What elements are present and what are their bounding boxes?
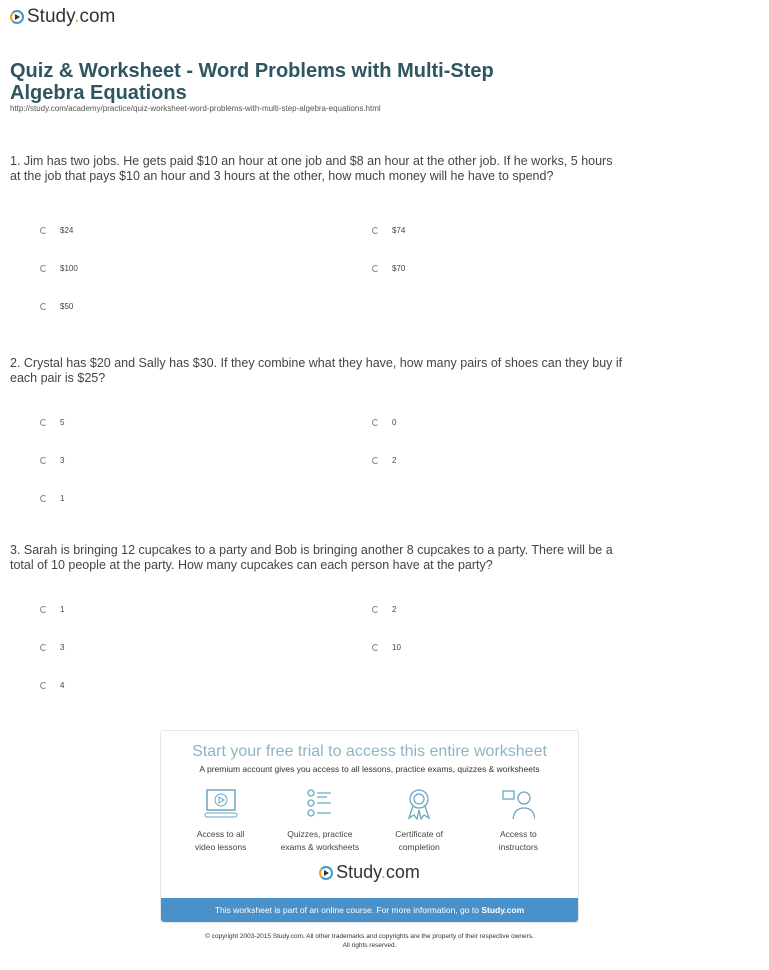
- radio-button[interactable]: [40, 457, 47, 464]
- feature-instructors: [473, 788, 563, 854]
- promo-logo: Study.com: [161, 862, 578, 883]
- option-label: 3: [60, 643, 65, 652]
- study-link[interactable]: Study.com: [481, 905, 525, 915]
- page-url: http://study.com/academy/practice/quiz-worksheet-word-problems-with-multi-step-algebra-equations.html: [10, 104, 381, 113]
- certificate-icon: [374, 788, 464, 820]
- option-label: $50: [60, 302, 74, 311]
- study-logo[interactable]: [10, 6, 115, 28]
- copyright: [160, 932, 579, 950]
- answer-option[interactable]: [40, 456, 64, 465]
- answer-option[interactable]: [372, 643, 401, 652]
- answer-option[interactable]: [40, 302, 73, 311]
- question-text: 3. Sarah is bringing 12 cupcakes to a party and Bob is bringing another 8 cupcakes to a party. There will be a total of 10 people at the party. How many cupcakes can each person have at the party?: [10, 543, 613, 572]
- answer-option[interactable]: [40, 681, 64, 690]
- radio-button[interactable]: [40, 265, 47, 272]
- radio-button[interactable]: [372, 419, 379, 426]
- option-label: $74: [392, 226, 406, 235]
- radio-button[interactable]: [40, 682, 47, 689]
- answer-option[interactable]: [372, 418, 396, 427]
- feature-label: Access to all: [196, 829, 245, 839]
- feature-label: Certificate of: [395, 829, 443, 839]
- radio-button[interactable]: [40, 419, 47, 426]
- feature-quizzes: [275, 788, 365, 854]
- option-label: 1: [60, 605, 65, 614]
- radio-button[interactable]: [372, 227, 379, 234]
- answer-option[interactable]: [40, 418, 64, 427]
- question-text: 2. Crystal has $20 and Sally has $30. If they combine what they have, how many pairs of shoes can they buy if each pair is $25?: [10, 356, 623, 385]
- option-label: 1: [60, 494, 65, 503]
- radio-button[interactable]: [372, 644, 379, 651]
- option-label: 2: [392, 605, 397, 614]
- answer-option[interactable]: [40, 643, 64, 652]
- feature-certificate: [374, 788, 464, 854]
- option-label: $100: [60, 264, 78, 273]
- option-label: $70: [392, 264, 406, 273]
- radio-button[interactable]: [40, 644, 47, 651]
- feature-label: Quizzes, practice: [287, 829, 353, 839]
- radio-button[interactable]: [40, 606, 47, 613]
- option-label: 10: [392, 643, 401, 652]
- radio-button[interactable]: [40, 227, 47, 234]
- question-text: 1. Jim has two jobs. He gets paid $10 an hour at one job and $8 an hour at the other job. If he works, 5 hours at the job that pays $10 an hour and 3 hours at the other, how much money will he have to spend?: [10, 154, 613, 183]
- radio-button[interactable]: [372, 457, 379, 464]
- answer-option[interactable]: [40, 264, 78, 273]
- feature-label: Access to: [499, 829, 537, 839]
- feature-label: instructors: [498, 842, 538, 852]
- feature-video: [176, 788, 266, 854]
- option-label: 3: [60, 456, 65, 465]
- play-logo-icon: [319, 866, 333, 880]
- answer-option[interactable]: [40, 605, 64, 614]
- logo-text: Study.com: [27, 6, 116, 27]
- premium-promo: [160, 730, 579, 923]
- copyright-line: All rights reserved.: [342, 942, 397, 949]
- option-label: 2: [392, 456, 397, 465]
- instructor-icon: [473, 788, 563, 820]
- answer-option[interactable]: [40, 494, 64, 503]
- play-logo-icon: [10, 10, 24, 24]
- radio-button[interactable]: [372, 606, 379, 613]
- video-lesson-icon: [176, 788, 266, 820]
- quiz-list-icon: [275, 788, 365, 820]
- answer-option[interactable]: [372, 264, 405, 273]
- option-label: 5: [60, 418, 65, 427]
- option-label: $24: [60, 226, 74, 235]
- promo-title: Start your free trial to access this entire worksheet: [192, 743, 547, 760]
- option-label: 0: [392, 418, 397, 427]
- copyright-line: © copyright 2003-2015 Study.com. All other trademarks and copyrights are the property of their respective owners.: [205, 933, 534, 940]
- radio-button[interactable]: [40, 495, 47, 502]
- feature-label: video lessons: [194, 842, 247, 852]
- page-title: Quiz & Worksheet - Word Problems with Multi-Step Algebra Equations: [10, 60, 494, 104]
- answer-option[interactable]: [40, 226, 73, 235]
- option-label: 4: [60, 681, 65, 690]
- radio-button[interactable]: [40, 303, 47, 310]
- feature-label: completion: [398, 842, 440, 852]
- answer-option[interactable]: [372, 605, 396, 614]
- radio-button[interactable]: [372, 265, 379, 272]
- course-info-bar: [161, 898, 578, 922]
- promo-subtitle: A premium account gives you access to all lessons, practice exams, quizzes & worksheets: [199, 764, 540, 774]
- bar-text: This worksheet is part of an online course. For more information, go to: [214, 905, 482, 915]
- feature-label: exams & worksheets: [280, 842, 360, 852]
- answer-option[interactable]: [372, 456, 396, 465]
- answer-option[interactable]: [372, 226, 405, 235]
